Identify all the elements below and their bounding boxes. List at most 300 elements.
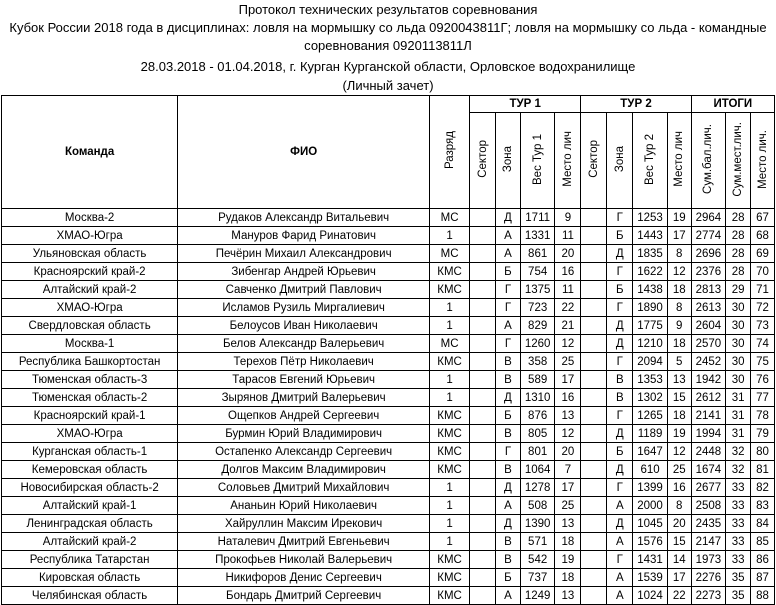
cell-place-1: 13 bbox=[555, 407, 581, 425]
cell-zone-2: Г bbox=[607, 263, 633, 281]
cell-sum-points: 1674 bbox=[691, 461, 726, 479]
cell-name: Белоусов Иван Николаевич bbox=[178, 317, 430, 335]
cell-weight-2: 1302 bbox=[633, 389, 668, 407]
cell-place-2: 18 bbox=[667, 407, 691, 425]
col-weight-1: Вес Тур 1 bbox=[520, 113, 555, 209]
cell-place-1: 11 bbox=[555, 281, 581, 299]
cell-rank: КМС bbox=[430, 263, 470, 281]
cell-zone-2: В bbox=[607, 389, 633, 407]
cell-rank: 1 bbox=[430, 299, 470, 317]
cell-zone-1: А bbox=[496, 227, 521, 245]
cell-team: Алтайский край-2 bbox=[2, 281, 178, 299]
cell-name: Наталевич Дмитрий Евгеньевич bbox=[178, 533, 430, 551]
cell-sum-places: 33 bbox=[726, 515, 751, 533]
table-row bbox=[2, 389, 775, 407]
cell-final-place: 78 bbox=[751, 407, 775, 425]
cell-sector-1 bbox=[470, 263, 496, 281]
cell-rank: КМС bbox=[430, 281, 470, 299]
cell-place-2: 22 bbox=[667, 587, 691, 605]
cell-final-place: 84 bbox=[751, 515, 775, 533]
cell-sum-points: 2612 bbox=[691, 389, 726, 407]
cell-sector-1 bbox=[470, 209, 496, 227]
cell-weight-1: 589 bbox=[520, 371, 555, 389]
cell-weight-2: 2000 bbox=[633, 497, 668, 515]
cell-sector-1 bbox=[470, 569, 496, 587]
cell-sector-2 bbox=[581, 227, 607, 245]
cell-rank: КМС bbox=[430, 551, 470, 569]
cell-sector-2 bbox=[581, 443, 607, 461]
cell-weight-2: 1024 bbox=[633, 587, 668, 605]
cell-zone-1: В bbox=[496, 551, 521, 569]
cell-place-1: 20 bbox=[555, 245, 581, 263]
cell-final-place: 75 bbox=[751, 353, 775, 371]
cell-zone-2: Д bbox=[607, 425, 633, 443]
cell-place-1: 18 bbox=[555, 533, 581, 551]
cell-rank: 1 bbox=[430, 497, 470, 515]
cell-sum-places: 33 bbox=[726, 479, 751, 497]
cell-zone-1: В bbox=[496, 353, 521, 371]
cell-place-2: 18 bbox=[667, 281, 691, 299]
cell-team: Тюменская область-3 bbox=[2, 371, 178, 389]
cell-final-place: 69 bbox=[751, 245, 775, 263]
col-sector-2: Сектор bbox=[581, 113, 607, 209]
cell-team: Ленинградская область bbox=[2, 515, 178, 533]
cell-place-1: 16 bbox=[555, 263, 581, 281]
cell-zone-2: А bbox=[607, 569, 633, 587]
cell-place-1: 11 bbox=[555, 227, 581, 245]
cell-place-1: 13 bbox=[555, 587, 581, 605]
cell-zone-1: Г bbox=[496, 443, 521, 461]
cell-zone-1: А bbox=[496, 245, 521, 263]
cell-weight-1: 1064 bbox=[520, 461, 555, 479]
cell-team: Москва-2 bbox=[2, 209, 178, 227]
cell-place-2: 16 bbox=[667, 479, 691, 497]
cell-sector-1 bbox=[470, 461, 496, 479]
col-zone-2: Зона bbox=[607, 113, 633, 209]
cell-final-place: 68 bbox=[751, 227, 775, 245]
cell-place-2: 13 bbox=[667, 371, 691, 389]
cell-rank: МС bbox=[430, 209, 470, 227]
cell-sum-places: 32 bbox=[726, 443, 751, 461]
cell-sum-points: 2604 bbox=[691, 317, 726, 335]
cell-final-place: 77 bbox=[751, 389, 775, 407]
cell-sum-places: 32 bbox=[726, 461, 751, 479]
cell-name: Печёрин Михаил Александрович bbox=[178, 245, 430, 263]
cell-place-2: 5 bbox=[667, 353, 691, 371]
cell-sector-1 bbox=[470, 353, 496, 371]
col-final-place: Место лич. bbox=[751, 113, 775, 209]
cell-zone-2: А bbox=[607, 533, 633, 551]
cell-place-1: 12 bbox=[555, 425, 581, 443]
col-name: ФИО bbox=[178, 96, 430, 209]
cell-sector-2 bbox=[581, 371, 607, 389]
cell-weight-1: 801 bbox=[520, 443, 555, 461]
cell-team: Кировская область bbox=[2, 569, 178, 587]
col-place-1: Место лич bbox=[555, 113, 581, 209]
cell-sector-2 bbox=[581, 317, 607, 335]
cell-weight-1: 508 bbox=[520, 497, 555, 515]
cell-zone-1: Б bbox=[496, 569, 521, 587]
cell-place-2: 18 bbox=[667, 335, 691, 353]
cell-place-2: 8 bbox=[667, 245, 691, 263]
cell-sector-1 bbox=[470, 551, 496, 569]
cell-place-2: 8 bbox=[667, 497, 691, 515]
cell-zone-2: Б bbox=[607, 443, 633, 461]
cell-final-place: 85 bbox=[751, 533, 775, 551]
cell-name: Бондарь Дмитрий Сергеевич bbox=[178, 587, 430, 605]
cell-sum-points: 2570 bbox=[691, 335, 726, 353]
cell-sector-1 bbox=[470, 443, 496, 461]
table-row bbox=[2, 569, 775, 587]
cell-final-place: 70 bbox=[751, 263, 775, 281]
cell-weight-1: 1711 bbox=[520, 209, 555, 227]
cell-weight-1: 829 bbox=[520, 317, 555, 335]
competition-date-place: 28.03.2018 - 01.04.2018, г. Курган Курганской области, Орловское водохранилище bbox=[140, 59, 636, 74]
cell-final-place: 87 bbox=[751, 569, 775, 587]
table-row bbox=[2, 209, 775, 227]
cell-place-1: 12 bbox=[555, 335, 581, 353]
cell-sector-1 bbox=[470, 587, 496, 605]
cell-sum-points: 2964 bbox=[691, 209, 726, 227]
cell-sector-2 bbox=[581, 569, 607, 587]
cell-weight-1: 358 bbox=[520, 353, 555, 371]
table-row bbox=[2, 443, 775, 461]
cell-zone-2: Д bbox=[607, 515, 633, 533]
cell-sum-points: 1942 bbox=[691, 371, 726, 389]
cell-zone-1: Д bbox=[496, 515, 521, 533]
cell-sector-2 bbox=[581, 353, 607, 371]
table-row bbox=[2, 587, 775, 605]
cell-sum-places: 31 bbox=[726, 389, 751, 407]
cell-zone-2: В bbox=[607, 371, 633, 389]
cell-zone-1: В bbox=[496, 425, 521, 443]
cell-weight-2: 1835 bbox=[633, 245, 668, 263]
col-totals: ИТОГИ bbox=[691, 96, 774, 113]
cell-weight-2: 1438 bbox=[633, 281, 668, 299]
cell-sum-points: 1973 bbox=[691, 551, 726, 569]
cell-sector-2 bbox=[581, 245, 607, 263]
cell-sector-1 bbox=[470, 335, 496, 353]
table-row bbox=[2, 551, 775, 569]
cell-sector-1 bbox=[470, 371, 496, 389]
cell-sum-places: 33 bbox=[726, 497, 751, 515]
cell-sum-points: 2273 bbox=[691, 587, 726, 605]
cell-name: Зырянов Дмитрий Валерьевич bbox=[178, 389, 430, 407]
col-sector-1: Сектор bbox=[470, 113, 496, 209]
cell-place-1: 19 bbox=[555, 551, 581, 569]
cell-zone-2: Д bbox=[607, 245, 633, 263]
cell-zone-2: Г bbox=[607, 299, 633, 317]
standings-type: (Личный зачет) bbox=[342, 78, 434, 93]
cell-team: Красноярский край-2 bbox=[2, 263, 178, 281]
cell-zone-2: Б bbox=[607, 281, 633, 299]
cell-weight-2: 1189 bbox=[633, 425, 668, 443]
cell-zone-1: А bbox=[496, 587, 521, 605]
table-row bbox=[2, 407, 775, 425]
cell-sum-points: 2452 bbox=[691, 353, 726, 371]
cell-zone-2: Г bbox=[607, 353, 633, 371]
table-row bbox=[2, 515, 775, 533]
cell-weight-2: 1353 bbox=[633, 371, 668, 389]
col-place-2: Место лич bbox=[667, 113, 691, 209]
cell-weight-1: 1331 bbox=[520, 227, 555, 245]
cell-rank: МС bbox=[430, 245, 470, 263]
cell-sum-points: 2147 bbox=[691, 533, 726, 551]
table-row bbox=[2, 425, 775, 443]
cell-zone-1: Д bbox=[496, 389, 521, 407]
cell-weight-2: 610 bbox=[633, 461, 668, 479]
cell-rank: 1 bbox=[430, 533, 470, 551]
cell-sum-points: 2696 bbox=[691, 245, 726, 263]
cell-sector-1 bbox=[470, 497, 496, 515]
cell-sector-1 bbox=[470, 281, 496, 299]
cell-sum-places: 33 bbox=[726, 533, 751, 551]
cell-team: Кемеровская область bbox=[2, 461, 178, 479]
cell-sum-places: 30 bbox=[726, 335, 751, 353]
cell-place-2: 17 bbox=[667, 227, 691, 245]
cell-name: Зибенгар Андрей Юрьевич bbox=[178, 263, 430, 281]
protocol-title: Протокол технических результатов соревнования bbox=[238, 2, 538, 17]
cell-zone-1: В bbox=[496, 371, 521, 389]
cell-sum-points: 2508 bbox=[691, 497, 726, 515]
cell-sector-2 bbox=[581, 497, 607, 515]
cell-name: Никифоров Денис Сергеевич bbox=[178, 569, 430, 587]
cell-weight-1: 861 bbox=[520, 245, 555, 263]
cell-weight-1: 1375 bbox=[520, 281, 555, 299]
table-row bbox=[2, 371, 775, 389]
cell-name: Рудаков Александр Витальевич bbox=[178, 209, 430, 227]
cell-weight-1: 571 bbox=[520, 533, 555, 551]
cell-place-1: 13 bbox=[555, 515, 581, 533]
table-row bbox=[2, 263, 775, 281]
cell-rank: КМС bbox=[430, 425, 470, 443]
cell-name: Долгов Максим Владимирович bbox=[178, 461, 430, 479]
cell-sector-2 bbox=[581, 389, 607, 407]
cell-final-place: 72 bbox=[751, 299, 775, 317]
cell-zone-1: Б bbox=[496, 407, 521, 425]
col-tour2: ТУР 2 bbox=[581, 96, 691, 113]
cell-place-2: 19 bbox=[667, 209, 691, 227]
cell-team: ХМАО-Югра bbox=[2, 227, 178, 245]
cell-place-1: 20 bbox=[555, 443, 581, 461]
cell-zone-1: А bbox=[496, 317, 521, 335]
cell-place-1: 9 bbox=[555, 209, 581, 227]
cell-weight-1: 1249 bbox=[520, 587, 555, 605]
cell-sum-places: 30 bbox=[726, 371, 751, 389]
cell-sum-points: 2276 bbox=[691, 569, 726, 587]
cell-sector-2 bbox=[581, 587, 607, 605]
cell-final-place: 82 bbox=[751, 479, 775, 497]
cell-sum-points: 2376 bbox=[691, 263, 726, 281]
cell-place-2: 25 bbox=[667, 461, 691, 479]
cell-final-place: 88 bbox=[751, 587, 775, 605]
cell-sector-1 bbox=[470, 407, 496, 425]
cell-place-2: 17 bbox=[667, 569, 691, 587]
cell-place-1: 18 bbox=[555, 569, 581, 587]
cell-weight-1: 876 bbox=[520, 407, 555, 425]
cell-final-place: 74 bbox=[751, 335, 775, 353]
cell-weight-2: 1576 bbox=[633, 533, 668, 551]
cell-name: Бурмин Юрий Владимирович bbox=[178, 425, 430, 443]
cell-zone-2: Д bbox=[607, 317, 633, 335]
cell-zone-1: В bbox=[496, 461, 521, 479]
cell-team: Алтайский край-2 bbox=[2, 533, 178, 551]
cell-weight-1: 754 bbox=[520, 263, 555, 281]
cell-weight-2: 1265 bbox=[633, 407, 668, 425]
cell-name: Тарасов Евгений Юрьевич bbox=[178, 371, 430, 389]
cell-place-1: 21 bbox=[555, 317, 581, 335]
cell-place-1: 17 bbox=[555, 479, 581, 497]
cell-place-2: 14 bbox=[667, 551, 691, 569]
cell-team: Челябинская область bbox=[2, 587, 178, 605]
cell-weight-2: 1045 bbox=[633, 515, 668, 533]
cell-sector-1 bbox=[470, 299, 496, 317]
cell-place-2: 12 bbox=[667, 263, 691, 281]
cell-sector-1 bbox=[470, 317, 496, 335]
competition-name: Кубок России 2018 года в дисциплинах: ловля на мормышку со льда 0920043811Г; ловля на мормышку со льда - командные соревнования 0920113811Л bbox=[9, 20, 767, 53]
cell-weight-2: 1210 bbox=[633, 335, 668, 353]
cell-sum-places: 28 bbox=[726, 209, 751, 227]
cell-rank: КМС bbox=[430, 461, 470, 479]
cell-sector-2 bbox=[581, 533, 607, 551]
cell-sum-places: 28 bbox=[726, 263, 751, 281]
cell-sum-places: 31 bbox=[726, 425, 751, 443]
cell-weight-1: 737 bbox=[520, 569, 555, 587]
cell-zone-2: Г bbox=[607, 479, 633, 497]
cell-place-1: 7 bbox=[555, 461, 581, 479]
cell-zone-1: Г bbox=[496, 335, 521, 353]
cell-final-place: 73 bbox=[751, 317, 775, 335]
cell-sector-2 bbox=[581, 299, 607, 317]
cell-zone-1: Д bbox=[496, 209, 521, 227]
col-sum-points: Сум.бал.лич. bbox=[691, 113, 726, 209]
cell-weight-2: 1647 bbox=[633, 443, 668, 461]
cell-sum-places: 29 bbox=[726, 281, 751, 299]
cell-weight-2: 1539 bbox=[633, 569, 668, 587]
cell-rank: КМС bbox=[430, 353, 470, 371]
table-row bbox=[2, 497, 775, 515]
cell-place-2: 9 bbox=[667, 317, 691, 335]
col-weight-2: Вес Тур 2 bbox=[633, 113, 668, 209]
cell-place-2: 15 bbox=[667, 533, 691, 551]
table-row bbox=[2, 317, 775, 335]
cell-team: Ульяновская область bbox=[2, 245, 178, 263]
cell-sector-1 bbox=[470, 533, 496, 551]
col-sum-places: Сум.мест.лич. bbox=[726, 113, 751, 209]
table-row bbox=[2, 227, 775, 245]
cell-name: Савченко Дмитрий Павлович bbox=[178, 281, 430, 299]
cell-sector-1 bbox=[470, 227, 496, 245]
cell-zone-2: Д bbox=[607, 335, 633, 353]
cell-sector-2 bbox=[581, 425, 607, 443]
cell-sum-places: 35 bbox=[726, 587, 751, 605]
cell-zone-1: А bbox=[496, 497, 521, 515]
cell-weight-2: 1775 bbox=[633, 317, 668, 335]
cell-rank: КМС bbox=[430, 443, 470, 461]
cell-team: Курганская область-1 bbox=[2, 443, 178, 461]
cell-sector-2 bbox=[581, 281, 607, 299]
cell-rank: МС bbox=[430, 335, 470, 353]
table-row bbox=[2, 335, 775, 353]
cell-weight-1: 805 bbox=[520, 425, 555, 443]
table-row bbox=[2, 533, 775, 551]
table-row bbox=[2, 461, 775, 479]
table-row bbox=[2, 245, 775, 263]
cell-weight-2: 2094 bbox=[633, 353, 668, 371]
cell-final-place: 67 bbox=[751, 209, 775, 227]
cell-name: Исламов Рузиль Миргалиевич bbox=[178, 299, 430, 317]
cell-sum-points: 2613 bbox=[691, 299, 726, 317]
cell-team: Республика Татарстан bbox=[2, 551, 178, 569]
cell-final-place: 76 bbox=[751, 371, 775, 389]
cell-weight-2: 1443 bbox=[633, 227, 668, 245]
cell-rank: 1 bbox=[430, 371, 470, 389]
results-table bbox=[1, 95, 775, 605]
table-row bbox=[2, 281, 775, 299]
cell-rank: 1 bbox=[430, 389, 470, 407]
cell-weight-1: 1390 bbox=[520, 515, 555, 533]
cell-rank: 1 bbox=[430, 227, 470, 245]
cell-sector-2 bbox=[581, 407, 607, 425]
cell-zone-2: Г bbox=[607, 407, 633, 425]
cell-name: Терехов Пётр Николаевич bbox=[178, 353, 430, 371]
cell-team: ХМАО-Югра bbox=[2, 425, 178, 443]
cell-place-2: 8 bbox=[667, 299, 691, 317]
cell-weight-2: 1622 bbox=[633, 263, 668, 281]
cell-name: Ананьин Юрий Николаевич bbox=[178, 497, 430, 515]
cell-sector-1 bbox=[470, 389, 496, 407]
cell-sector-2 bbox=[581, 551, 607, 569]
cell-team: Тюменская область-2 bbox=[2, 389, 178, 407]
cell-sum-places: 33 bbox=[726, 551, 751, 569]
cell-sum-points: 2677 bbox=[691, 479, 726, 497]
cell-sum-places: 31 bbox=[726, 407, 751, 425]
cell-weight-1: 1260 bbox=[520, 335, 555, 353]
cell-sector-2 bbox=[581, 515, 607, 533]
cell-sector-1 bbox=[470, 425, 496, 443]
cell-final-place: 86 bbox=[751, 551, 775, 569]
cell-sector-1 bbox=[470, 479, 496, 497]
cell-sum-points: 2141 bbox=[691, 407, 726, 425]
cell-final-place: 81 bbox=[751, 461, 775, 479]
cell-name: Прокофьев Николай Валерьевич bbox=[178, 551, 430, 569]
cell-place-2: 20 bbox=[667, 515, 691, 533]
col-zone-1: Зона bbox=[496, 113, 521, 209]
cell-place-1: 22 bbox=[555, 299, 581, 317]
cell-sum-places: 30 bbox=[726, 353, 751, 371]
cell-zone-1: В bbox=[496, 533, 521, 551]
col-team: Команда bbox=[2, 96, 178, 209]
cell-weight-1: 542 bbox=[520, 551, 555, 569]
cell-team: Новосибирская область-2 bbox=[2, 479, 178, 497]
cell-zone-2: Б bbox=[607, 227, 633, 245]
table-row bbox=[2, 479, 775, 497]
cell-sum-places: 30 bbox=[726, 299, 751, 317]
cell-weight-1: 1310 bbox=[520, 389, 555, 407]
cell-place-1: 25 bbox=[555, 497, 581, 515]
cell-sum-places: 35 bbox=[726, 569, 751, 587]
cell-rank: 1 bbox=[430, 515, 470, 533]
cell-team: Алтайский край-1 bbox=[2, 497, 178, 515]
cell-zone-1: Д bbox=[496, 479, 521, 497]
cell-zone-2: А bbox=[607, 587, 633, 605]
cell-zone-2: Д bbox=[607, 461, 633, 479]
cell-final-place: 71 bbox=[751, 281, 775, 299]
cell-sector-1 bbox=[470, 245, 496, 263]
cell-place-2: 19 bbox=[667, 425, 691, 443]
cell-weight-1: 1278 bbox=[520, 479, 555, 497]
cell-sum-points: 2435 bbox=[691, 515, 726, 533]
